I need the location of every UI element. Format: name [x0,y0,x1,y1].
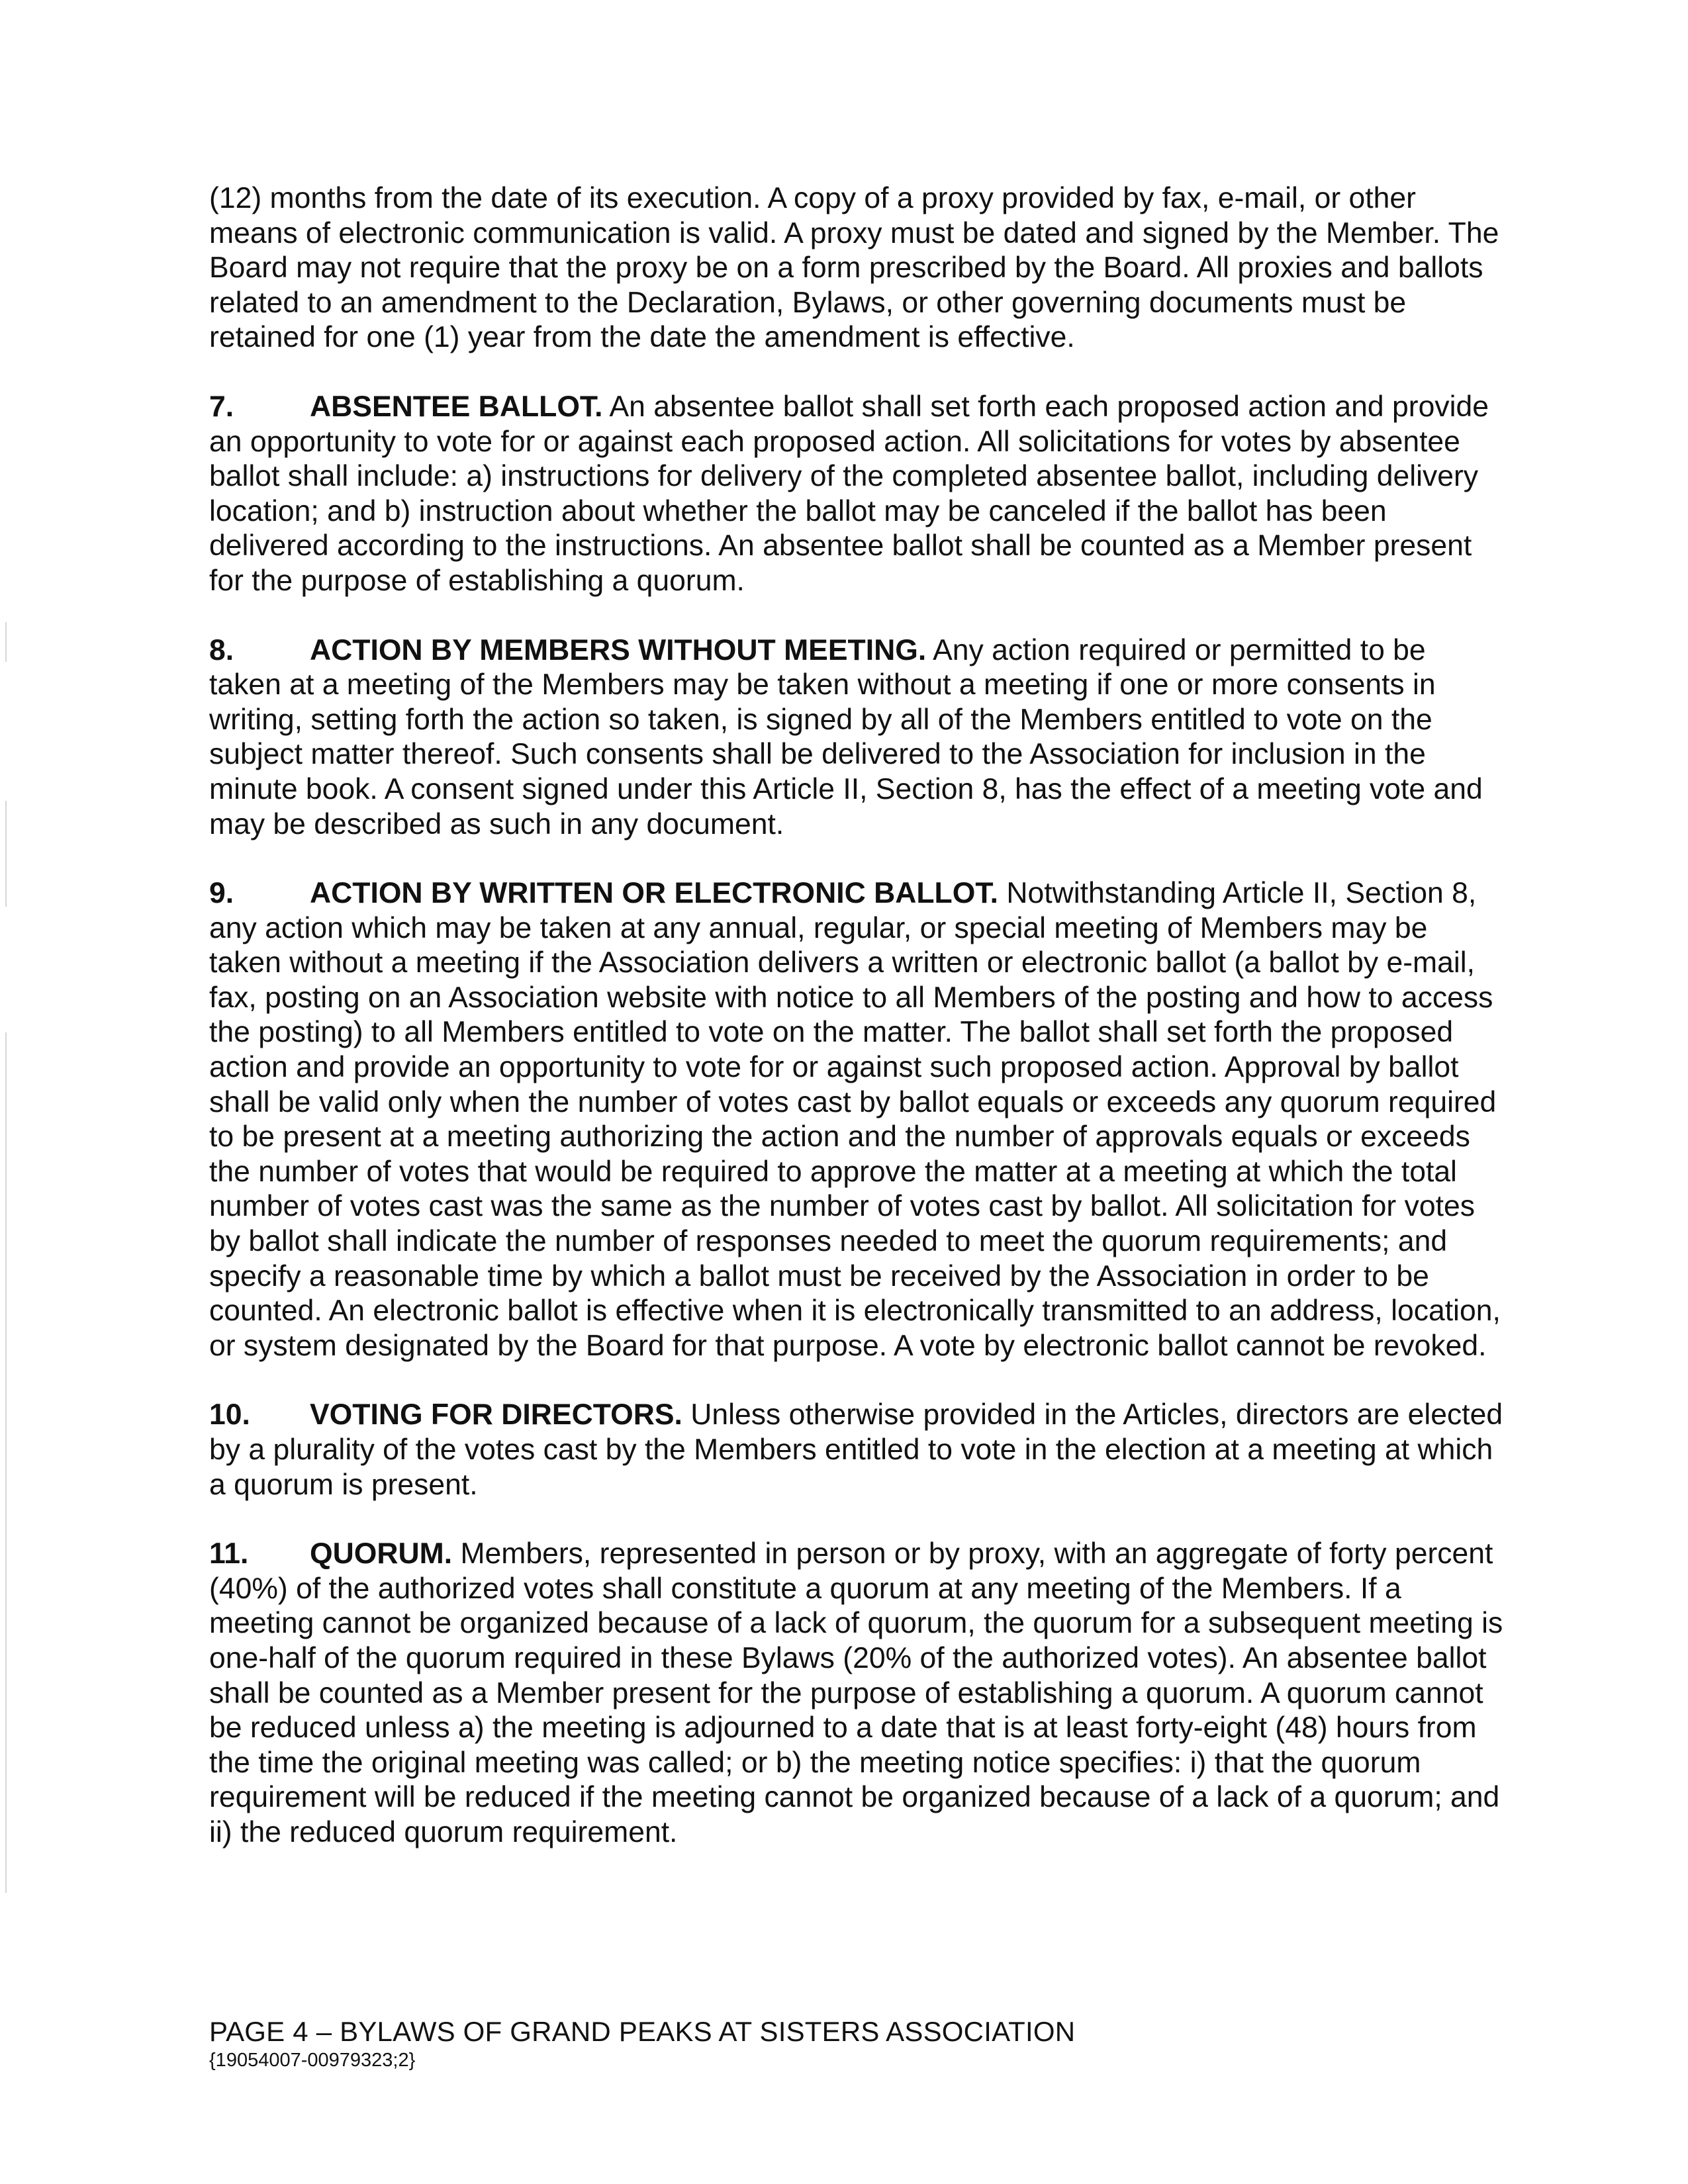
section-8 [209,633,1504,842]
section-7 [209,390,1504,599]
scan-artifact [5,1032,7,1893]
footer-title: PAGE 4 – BYLAWS OF GRAND PEAKS AT SISTERS ASSOCIATION [209,2016,1076,2047]
section-body: An absentee ballot shall set forth each proposed action and provide an opportunity to vote for or against each proposed action. All solicitations for votes by absentee ballot shall include: a) instructions for delivery of the completed absentee ballot, including delivery location; and b) instruction about whether the ballot may be canceled if the ballot has been delivered according to the instructions. An absentee ballot shall be counted as a Member present for the purpose of establishing a quorum. [209,390,1489,597]
scan-artifact [5,801,7,907]
document-code: {19054007-00979323;2} [209,2050,416,2071]
section-11 [209,1537,1504,1850]
section-title: VOTING FOR DIRECTORS. [310,1398,682,1432]
section-number: 7. [209,390,234,423]
section-title: ACTION BY WRITTEN OR ELECTRONIC BALLOT. [310,877,998,910]
section-number: 9. [209,877,234,910]
section-number: 10. [209,1398,250,1432]
section-body: Members, represented in person or by proxy, with an aggregate of forty percent (40%) of the authorized votes shall constitute a quorum at any meeting of the Members. If a meeting cannot be organized because of a lack of quorum, the quorum for a subsequent meeting is one-half of the quorum required in these Bylaws (20% of the authorized votes). An absentee ballot shall be counted as a Member present for the purpose of establishing a quorum. A quorum cannot be reduced unless a) the meeting is adjourned to a date that is at least forty-eight (48) hours from the time the original meeting was called; or b) the meeting notice specifies: i) that the quorum requirement will be reduced if the meeting cannot be organized because of a lack of a quorum; and ii) the reduced quorum requirement. [209,1537,1503,1848]
scan-artifact [5,622,7,662]
section-body: Notwithstanding Article II, Section 8, any action which may be taken at any annual, regular, or special meeting of Members may be taken without a meeting if the Association delivers a written or electronic ballot (a ballot by e-mail, fax, posting on an Association website with notice to all Members of the posting and how to access the posting) to all Members entitled to vote on the matter. The ballot shall set forth the proposed action and provide an opportunity to vote for or against such proposed action. Approval by ballot shall be valid only when the number of votes cast by ballot equals or exceeds any quorum required to be present at a meeting authorizing the action and the number of approvals equals or exceeds the number of votes that would be required to approve the matter at a meeting at which the total number of votes cast was the same as the number of votes cast by ballot. All solicitation for votes by ballot shall indicate the number of responses needed to meet the quorum requirements; and specify a reasonable time by which a ballot must be received by the Association in order to be counted. An electronic ballot is effective when it is electronically transmitted to an address, location, or system designated by the Board for that purpose. A vote by electronic ballot cannot be revoked. [209,877,1501,1362]
section-title: QUORUM. [310,1537,453,1570]
page-footer [209,2015,1401,2072]
section-title: ABSENTEE BALLOT. [310,390,603,423]
section-body: Unless otherwise provided in the Articles, directors are elected by a plurality of the votes cast by the Members entitled to vote in the election at a meeting at which a quorum is present. [209,1398,1503,1501]
intro-paragraph: (12) months from the date of its execution. A copy of a proxy provided by fax, e-mail, or other means of electronic communication is valid. A proxy must be dated and signed by the Member. The Board may not require that the proxy be on a form prescribed by the Board. All proxies and ballots related to an amendment to the Declaration, Bylaws, or other governing documents must be retained for one (1) year from the date the amendment is effective. [209,182,1499,354]
section-body: Any action required or permitted to be taken at a meeting of the Members may be taken without a meeting if one or more consents in writing, setting forth the action so taken, is signed by all of the Members entitled to vote on the subject matter thereof. Such consents shall be delivered to the Association for inclusion in the minute book. A consent signed under this Article II, Section 8, has the effect of a meeting vote and may be described as such in any document. [209,633,1483,841]
section-title: ACTION BY MEMBERS WITHOUT MEETING. [310,633,927,666]
section-number: 8. [209,633,234,666]
section-9 [209,876,1504,1363]
section-number: 11. [209,1537,249,1570]
section-10 [209,1398,1504,1502]
document-body [209,181,1504,1885]
